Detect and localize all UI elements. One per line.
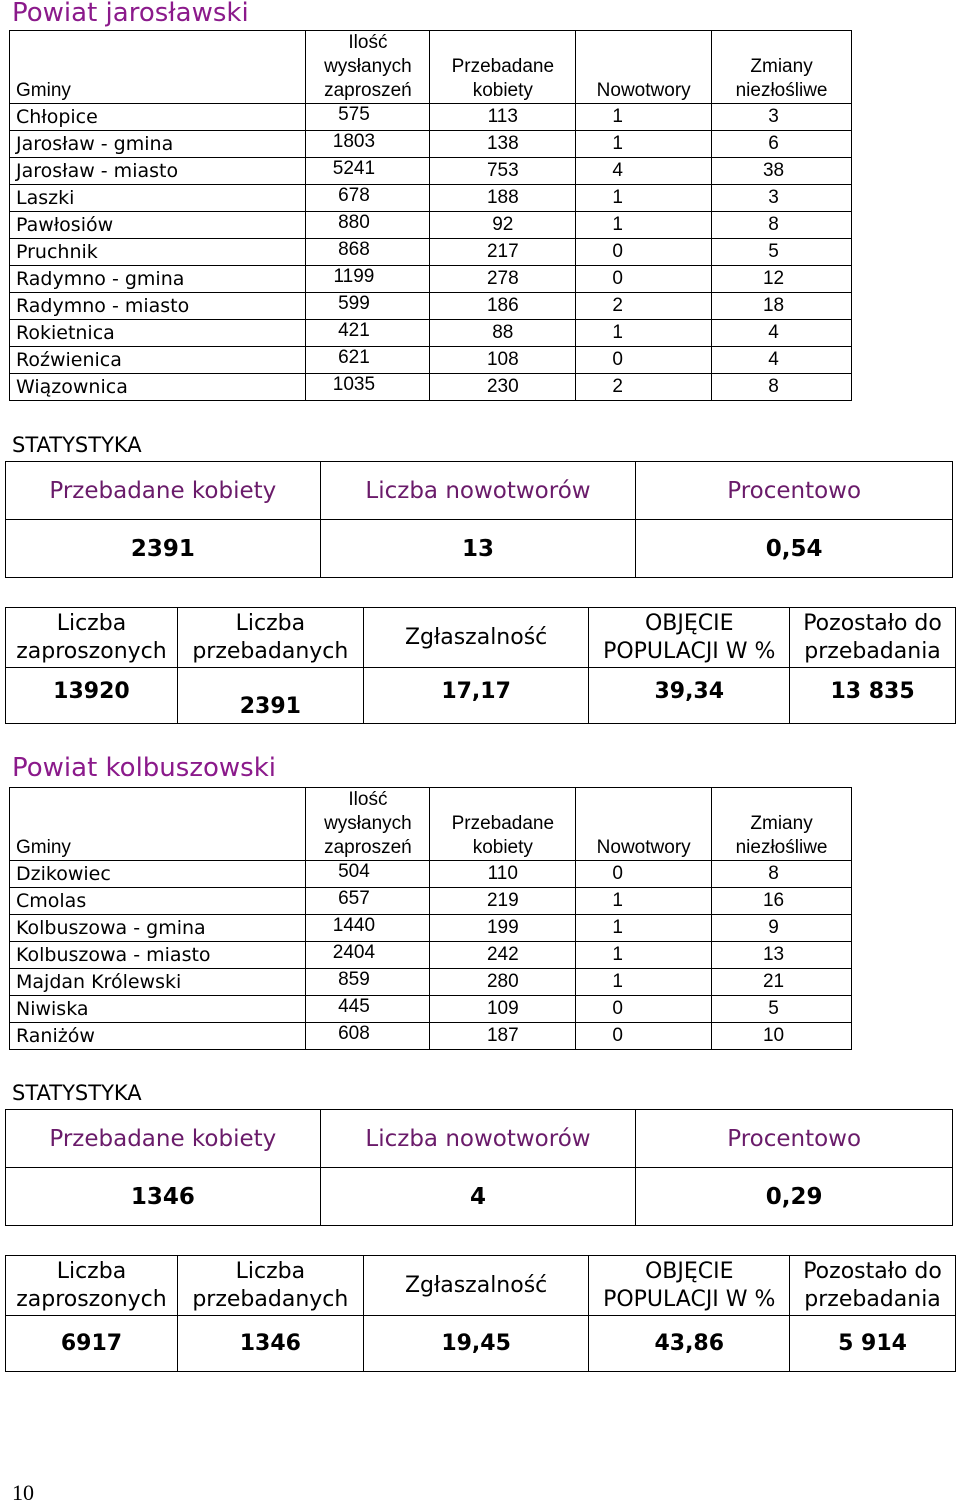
cell-examined: 242 [430,942,576,969]
cell-examined: 138 [430,131,576,158]
cell-invited: 599 [306,293,430,320]
cell-examined: 199 [430,915,576,942]
cell-changes: 13 [712,942,852,969]
cell-gmina-name: Kolbuszowa - gmina [10,915,306,942]
stat-header-examined: Przebadane kobiety [6,1110,321,1168]
summary-value-coverage: 39,34 [589,668,790,724]
stat-header-percent: Procentowo [636,462,953,520]
cell-examined: 230 [430,374,576,401]
cell-changes: 18 [712,293,852,320]
table-row [10,888,852,915]
powiat-title: Powiat kolbuszowski [12,753,276,783]
table-row [10,861,852,888]
gminy-table [9,30,852,401]
cell-examined: 113 [430,104,576,131]
summary-value-coverage: 43,86 [589,1316,790,1372]
summary-value-examined: 2391 [177,668,363,724]
summary-header-coverage: OBJĘCIE POPULACJI W % [589,1256,790,1316]
cell-gmina-name: Pawłosiów [10,212,306,239]
table-row [10,347,852,374]
stat-label: STATYSTYKA [12,1081,142,1105]
cell-cancer: 1 [576,915,712,942]
cell-cancer: 0 [576,861,712,888]
stat-value-percent: 0,54 [636,520,953,578]
cell-gmina-name: Laszki [10,185,306,212]
col-header-cancer: Nowotwory [576,788,712,861]
stat-value-cancer-count: 4 [320,1168,636,1226]
cell-examined: 92 [430,212,576,239]
table-row [10,942,852,969]
cell-changes: 3 [712,185,852,212]
summary-value-response: 17,17 [363,668,589,724]
table-row [10,374,852,401]
table-row [10,969,852,996]
cell-examined: 219 [430,888,576,915]
cell-examined: 109 [430,996,576,1023]
cell-invited: 575 [306,104,430,131]
table-row [10,1023,852,1050]
cell-invited: 859 [306,969,430,996]
col-header-gminy: Gminy [10,788,306,861]
cell-changes: 8 [712,861,852,888]
stat-header-cancer-count: Liczba nowotworów [320,462,636,520]
cell-gmina-name: Roźwienica [10,347,306,374]
cell-invited: 445 [306,996,430,1023]
col-header-invited: Ilość wysłanych zaproszeń [306,31,430,104]
cell-changes: 5 [712,239,852,266]
cell-examined: 217 [430,239,576,266]
cell-examined: 187 [430,1023,576,1050]
stat-value-examined: 1346 [6,1168,321,1226]
cell-gmina-name: Wiązownica [10,374,306,401]
table-row [10,266,852,293]
cell-invited: 504 [306,861,430,888]
table-header-row [10,788,852,861]
summary-value-remaining: 13 835 [790,668,956,724]
cell-invited: 880 [306,212,430,239]
stat-label: STATYSTYKA [12,433,142,457]
cell-gmina-name: Majdan Królewski [10,969,306,996]
cell-changes: 5 [712,996,852,1023]
cell-gmina-name: Radymno - gmina [10,266,306,293]
summary-value-remaining: 5 914 [790,1316,956,1372]
cell-changes: 6 [712,131,852,158]
cell-cancer: 1 [576,888,712,915]
powiat-title: Powiat jarosławski [12,0,249,28]
col-header-gminy: Gminy [10,31,306,104]
cell-invited: 2404 [306,942,430,969]
stat-value-examined: 2391 [6,520,321,578]
cell-invited: 1199 [306,266,430,293]
summary-header-examined: Liczba przebadanych [177,608,363,668]
col-header-changes: Zmiany niezłośliwe [712,31,852,104]
cell-changes: 3 [712,104,852,131]
cell-gmina-name: Cmolas [10,888,306,915]
stat-table [5,1109,953,1226]
cell-invited: 608 [306,1023,430,1050]
cell-changes: 12 [712,266,852,293]
summary-value-examined: 1346 [177,1316,363,1372]
table-row [10,320,852,347]
cell-gmina-name: Pruchnik [10,239,306,266]
col-header-examined: Przebadane kobiety [430,31,576,104]
table-row [10,104,852,131]
cell-cancer: 2 [576,293,712,320]
cell-gmina-name: Niwiska [10,996,306,1023]
cell-changes: 21 [712,969,852,996]
summary-header-response: Zgłaszalność [363,608,589,668]
stat-header-cancer-count: Liczba nowotworów [320,1110,636,1168]
cell-examined: 186 [430,293,576,320]
cell-examined: 88 [430,320,576,347]
stat-header-examined: Przebadane kobiety [6,462,321,520]
table-header-row [10,31,852,104]
summary-header-invited: Liczba zaproszonych [6,1256,178,1316]
table-row [10,158,852,185]
cell-cancer: 2 [576,374,712,401]
cell-cancer: 1 [576,212,712,239]
cell-invited: 1035 [306,374,430,401]
summary-header-remaining: Pozostało do przebadania [790,608,956,668]
stat-header-percent: Procentowo [636,1110,953,1168]
cell-changes: 10 [712,1023,852,1050]
cell-invited: 621 [306,347,430,374]
cell-cancer: 1 [576,969,712,996]
cell-changes: 8 [712,374,852,401]
cell-invited: 1440 [306,915,430,942]
cell-gmina-name: Kolbuszowa - miasto [10,942,306,969]
summary-header-invited: Liczba zaproszonych [6,608,178,668]
cell-cancer: 1 [576,131,712,158]
cell-gmina-name: Dzikowiec [10,861,306,888]
cell-cancer: 0 [576,996,712,1023]
stat-value-cancer-count: 13 [320,520,636,578]
col-header-cancer: Nowotwory [576,31,712,104]
col-header-invited: Ilość wysłanych zaproszeń [306,788,430,861]
table-row [10,293,852,320]
summary-header-response: Zgłaszalność [363,1256,589,1316]
summary-header-coverage: OBJĘCIE POPULACJI W % [589,608,790,668]
page-number: 10 [12,1480,34,1505]
col-header-changes: Zmiany niezłośliwe [712,788,852,861]
cell-changes: 38 [712,158,852,185]
cell-invited: 868 [306,239,430,266]
summary-value-invited: 6917 [6,1316,178,1372]
cell-changes: 4 [712,347,852,374]
stat-value-percent: 0,29 [636,1168,953,1226]
cell-cancer: 0 [576,266,712,293]
table-row [10,185,852,212]
cell-gmina-name: Rokietnica [10,320,306,347]
table-row [10,915,852,942]
table-row [10,212,852,239]
cell-invited: 421 [306,320,430,347]
cell-gmina-name: Raniżów [10,1023,306,1050]
cell-examined: 108 [430,347,576,374]
cell-examined: 278 [430,266,576,293]
cell-invited: 1803 [306,131,430,158]
summary-header-examined: Liczba przebadanych [177,1256,363,1316]
cell-invited: 678 [306,185,430,212]
gminy-table [9,787,852,1050]
cell-gmina-name: Jarosław - miasto [10,158,306,185]
table-row [10,996,852,1023]
cell-examined: 110 [430,861,576,888]
cell-examined: 753 [430,158,576,185]
summary-table [5,1255,956,1372]
cell-cancer: 4 [576,158,712,185]
cell-cancer: 0 [576,347,712,374]
cell-cancer: 0 [576,239,712,266]
cell-cancer: 0 [576,1023,712,1050]
cell-examined: 280 [430,969,576,996]
cell-cancer: 1 [576,942,712,969]
summary-value-response: 19,45 [363,1316,589,1372]
cell-gmina-name: Radymno - miasto [10,293,306,320]
summary-table [5,607,956,724]
col-header-examined: Przebadane kobiety [430,788,576,861]
cell-changes: 4 [712,320,852,347]
table-row [10,131,852,158]
cell-changes: 16 [712,888,852,915]
summary-header-remaining: Pozostało do przebadania [790,1256,956,1316]
cell-invited: 657 [306,888,430,915]
cell-examined: 188 [430,185,576,212]
cell-cancer: 1 [576,320,712,347]
cell-cancer: 1 [576,104,712,131]
table-row [10,239,852,266]
cell-cancer: 1 [576,185,712,212]
cell-gmina-name: Chłopice [10,104,306,131]
stat-table [5,461,953,578]
cell-gmina-name: Jarosław - gmina [10,131,306,158]
cell-invited: 5241 [306,158,430,185]
summary-value-invited: 13920 [6,668,178,724]
cell-changes: 8 [712,212,852,239]
cell-changes: 9 [712,915,852,942]
